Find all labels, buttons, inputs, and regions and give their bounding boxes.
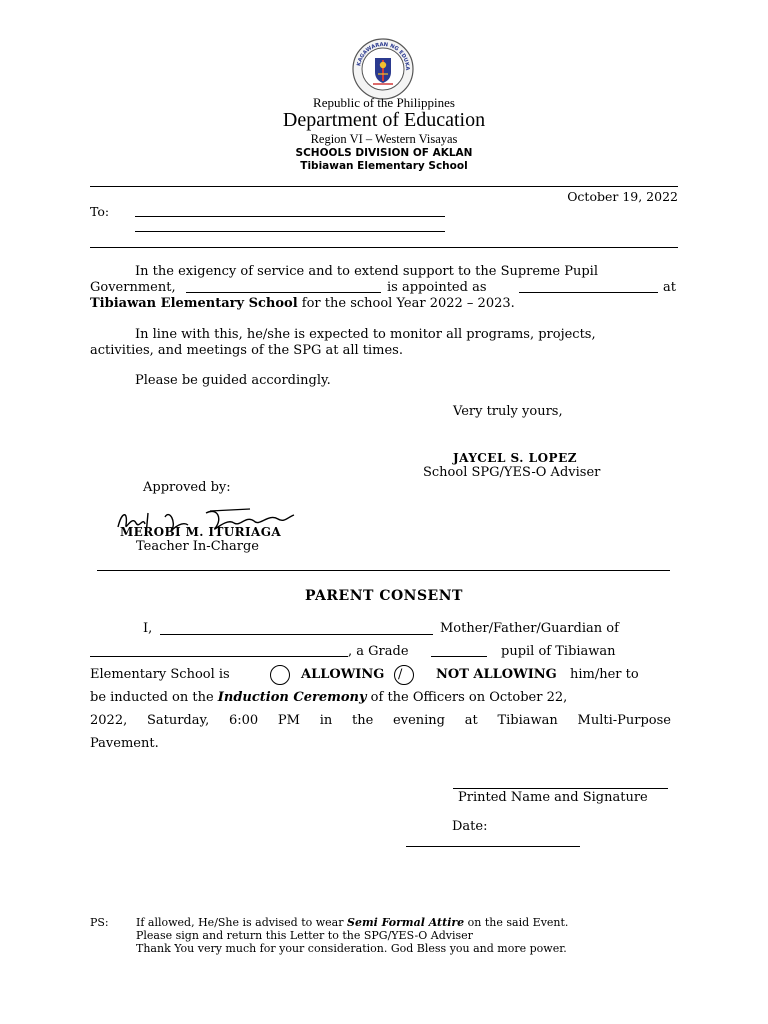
to-divider xyxy=(90,247,678,248)
body-p2-line2: activities, and meetings of the SPG at all times. xyxy=(90,343,403,358)
body-p2-line1: In line with this, he/she is expected to monitor all programs, projects, xyxy=(135,327,596,342)
radio-slash: / xyxy=(398,667,403,682)
closing-salutation: Very truly yours, xyxy=(453,404,563,419)
ps-line2: Please sign and return this Letter to the SPG/YES-O Adviser xyxy=(136,929,473,942)
consent-divider xyxy=(97,570,670,571)
ps-line3: Thank You very much for your consideration. God Bless you and more power. xyxy=(136,942,567,955)
to-label: To: xyxy=(90,204,110,219)
letter-date: October 19, 2022 xyxy=(567,189,678,204)
approver-name: MEROBI M. ITURIAGA xyxy=(120,525,282,539)
seal-ring-text: KAGAWARAN NG EDUKA xyxy=(356,41,411,71)
date-blank[interactable] xyxy=(406,846,580,847)
consent-a-grade: , a Grade xyxy=(348,644,409,659)
consent-i-label: I, xyxy=(143,621,153,636)
body-p1-appointed: is appointed as xyxy=(387,280,487,295)
ps-line1-b: on the said Event. xyxy=(464,916,569,929)
grade-blank[interactable] xyxy=(431,656,487,657)
body-p1-government: Government, xyxy=(90,280,176,295)
consent-mfg: Mother/Father/Guardian of xyxy=(440,621,619,636)
header-department: Department of Education xyxy=(282,109,486,131)
header-republic: Republic of the Philippines xyxy=(313,95,455,110)
consent-title: PARENT CONSENT xyxy=(305,588,463,604)
not-allowing-radio[interactable] xyxy=(394,665,414,685)
header-divider xyxy=(90,186,678,187)
printed-name-label: Printed Name and Signature xyxy=(458,790,648,805)
body-p1-line3 xyxy=(90,296,515,311)
consent-line4-b: of the Officers on October 22, xyxy=(366,690,568,705)
header-region: Region VI – Western Visayas xyxy=(310,132,458,146)
ps-label: PS: xyxy=(90,916,109,929)
semi-formal-attire: Semi Formal Attire xyxy=(347,916,465,929)
parent-name-blank[interactable] xyxy=(160,634,433,635)
date-label: Date: xyxy=(452,819,488,834)
to-blank-1 xyxy=(135,216,445,217)
to-blank-2 xyxy=(135,231,445,232)
induction-ceremony: Induction Ceremony xyxy=(217,690,367,705)
deped-seal-graphic xyxy=(352,38,414,100)
deped-seal xyxy=(352,38,414,100)
government-blank xyxy=(186,292,381,293)
body-p1-at: at xyxy=(663,280,676,295)
consent-him-her: him/her to xyxy=(570,667,639,682)
consent-pupil-of: pupil of Tibiawan xyxy=(501,644,616,659)
consent-school-is: Elementary School is xyxy=(90,667,230,682)
not-allowing-label: NOT ALLOWING xyxy=(436,667,557,682)
consent-line4 xyxy=(90,690,567,705)
header-division: SCHOOLS DIVISION OF AKLAN xyxy=(295,147,473,159)
ps-line1 xyxy=(136,916,568,929)
ps-line1-a: If allowed, He/She is advised to wear xyxy=(136,916,347,929)
allowing-label: ALLOWING xyxy=(301,667,385,682)
position-blank xyxy=(519,292,658,293)
consent-line4-a: be inducted on the xyxy=(90,690,218,705)
signer-title: School SPG/YES-O Adviser xyxy=(423,465,601,480)
body-p1-line1: In the exigency of service and to extend support to the Supreme Pupil xyxy=(135,264,598,279)
body-school-year: for the school Year 2022 – 2023. xyxy=(297,296,515,311)
consent-line5: 2022, Saturday, 6:00 PM in the evening at Tibiawan Multi-Purpose xyxy=(90,713,671,728)
body-school-bold: Tibiawan Elementary School xyxy=(90,296,298,311)
header-school: Tibiawan Elementary School xyxy=(300,160,468,172)
signature-blank[interactable] xyxy=(453,788,668,789)
signer-name: JAYCEL S. LOPEZ xyxy=(453,451,577,465)
approver-title: Teacher In-Charge xyxy=(136,539,259,554)
child-name-blank[interactable] xyxy=(90,656,348,657)
body-p3: Please be guided accordingly. xyxy=(135,373,331,388)
consent-line6: Pavement. xyxy=(90,736,159,751)
allowing-radio[interactable] xyxy=(270,665,290,685)
approved-by-label: Approved by: xyxy=(143,480,231,495)
